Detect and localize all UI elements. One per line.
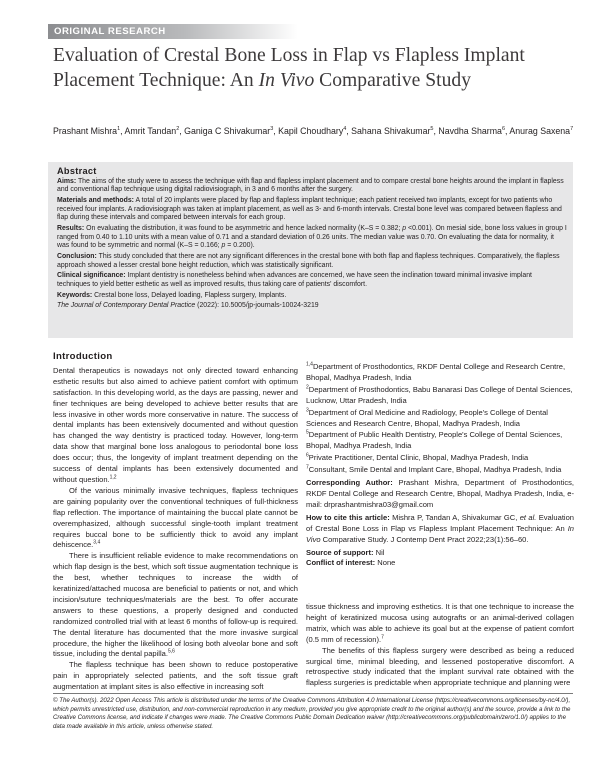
abstract-keywords: Keywords: Crestal bone loss, Delayed loading, Flapless surgery, Implants.	[57, 291, 287, 299]
article-title	[53, 43, 573, 93]
author: Sahana Shivakumar$^5$	[351, 126, 434, 136]
conflict-of-interest: Conflict of interest: None	[306, 558, 396, 568]
author: Amrit Tandan$^2$	[124, 126, 180, 136]
corresponding-author: Corresponding Author: Prashant Mishra, Department of Prosthodontics, RKDF Dental College and Research Centre, Bhopal, Madhya Pradesh, India, e-mail: drprashantmishra03@gmail.com	[306, 478, 574, 509]
affiliation: $^7$Consultant, Smile Dental and Implant Care, Bhopal, Madhya Pradesh, India	[306, 464, 562, 475]
intro-paragraph: The flapless technique has been shown to reduce postoperative pain in appropriately selected patients, and the soft tissue graft augmentation at implant sites is also effective in increasing soft	[53, 660, 298, 692]
abstract-box	[48, 162, 573, 338]
abstract-conclusion: Conclusion: This study concluded that there are not any significant differences in the crestal bone with both flap and flapless techniques. Comparatively, the flapless approach showed a lesser crestal bone height reduction, which was statistically significant.	[57, 252, 560, 269]
body-paragraph: tissue thickness and improving esthetics. It is that one technique to increase the height of keratinized mucosa using autografts or an animal-derived collagen matrix, which was able to achieve its goal but at the expense of patient comfort (0.5 mm of recession).$^7$	[306, 602, 574, 644]
title-part1: Evaluation of Crestal Bone Loss in Flap vs Flapless Implant Placement Technique: An	[53, 45, 525, 91]
introduction-heading: Introduction	[53, 351, 113, 362]
author: Kapil Choudhary$^4$	[278, 126, 347, 136]
author-list: Prashant Mishra$^1$, Amrit Tandan$^2$, Ganiga C Shivakumar$^3$, Kapil Choudhary$^4$, Sahana Shivakumar$^5$, Navdha Sharma$^6$, Anurag Saxena$^7$	[53, 126, 574, 136]
affiliations-column	[306, 362, 574, 569]
abstract-results: Results: On evaluating the distribution, it was found to be asymmetric and hence lacked normality (K–S = 0.382; p <0.001). On mesial side, bone loss values in group I ranged from 0.40 to 1.10 units with a mean value of 0.71 and a standard deviation of 0.26 units. The median value was 0.70. On evaluating the data for normality, it was found to be symmetric and normal (K–S = 0.166; p = 0.200).	[57, 224, 567, 250]
affiliation: $^2$Department of Prosthodontics, Babu Banarasi Das College of Dental Sciences, Lucknow, Uttar Pradesh, India	[306, 384, 573, 405]
section-label: ORIGINAL RESEARCH	[54, 26, 166, 37]
body-paragraph: The benefits of this flapless surgery were described as being a reduced surgical time, minimal bleeding, and lessened postoperative discomfort. A retrospective study indicated that the implant survival rate obtained with the flapless surgeries is predictable when appropriate technique and planning were	[306, 645, 574, 688]
intro-paragraph: There is insufficient reliable evidence to make recommendations on which flap design is the best, which soft tissue augmentation technique is the best, whether techniques to increase the width of keratinized/attached mucosa are beneficial to patients or not, and which incision/suture techniques/materials are the best. To offer accurate answers to these questions, a properly designed and conducted randomized controlled trial with at least 6 months of follow-up is required. The dental literature has documented that the more invasive surgical procedure, the higher the likelihood of losing both alveolar bone and soft tissue, including the dental papilla.$^{5,6}$	[53, 551, 298, 659]
affiliation: $^3$Department of Oral Medicine and Radiology, People's College of Dental Sciences and Research Centre, Bhopal, Madhya Pradesh, India	[306, 407, 548, 428]
affiliation: $^6$Private Practitioner, Dental Clinic, Bhopal, Madhya Pradesh, India	[306, 452, 529, 463]
intro-paragraph: Of the various minimally invasive techniques, flapless techniques are gaining popularity over the conventional techniques of full-thickness flap reflection. The importance of maintaining the buccal plate cannot be overemphasized, although successful single-tooth implant treatment requires buccal bone to be sufficiently thick to avoid any implant dehiscence.$^{3,4}$	[53, 485, 298, 550]
section-banner	[48, 24, 298, 39]
source-of-support: Source of support: Nil	[306, 547, 385, 557]
author: Anurag Saxena$^7$	[509, 126, 574, 136]
abstract-citation: The Journal of Contemporary Dental Practice (2022): 10.5005/jp-journals-10024-3219	[57, 302, 319, 310]
footer-divider	[53, 693, 573, 694]
abstract-aims: Aims: The aims of the study were to assess the technique with flap and flapless implant placement and to compare crestal bone heights around the implant in flapless and conventional flap technique using digital radiovisiograph, in 3 and 6 months after the surgery.	[57, 177, 564, 194]
author: Prashant Mishra$^1$	[53, 126, 121, 136]
title-part2: Comparative Study	[314, 70, 471, 91]
title-italic: In Vivo	[258, 70, 315, 91]
affiliation: $^{1,4}$Department of Prosthodontics, RKDF Dental College and Research Centre, Bhopal, Madhya Pradesh, India	[306, 361, 566, 382]
intro-paragraph: Dental therapeutics is nowadays not only directed toward enhancing esthetic results but also aimed to achieve patient comfort with optimum satisfaction. In this developing world, as the days are passing, newer and finer techniques are being developed to achieve better results that are less invasive in other words more conservative in nature. The success of dental implants has been extensively documented and without question has changed the way dentistry is practiced today. However, long-term data show that marginal bone loss analogous to periodontal bone loss does occur; thus, the longevity of implant treatment depending on the success of dental implants has been extensively documented and without question.$^{1,2}$	[53, 365, 298, 484]
right-body-column	[306, 602, 574, 689]
author: Navdha Sharma$^6$	[438, 126, 505, 136]
abstract-clinical-significance: Clinical significance: Implant dentistry is nonetheless behind when advances are concerned, we have seen the inclination toward minimal invasive implant techniques to yield better esthetic as well as improved results, thus taking care of patients' discomfort.	[57, 272, 532, 288]
license-footer: © The Author(s). 2022 Open Access This article is distributed under the terms of the Creative Commons Attribution 4.0 International License (https://creativecommons.org/licenses/by-nc/4.0/), which permits unrestricted use, distribution, and non-commercial reproduction in any medium, provided you give appropriate credit to the original author(s) and the source, provide a link to the Creative Commons license, and indicate if changes were made. The Creative Commons Public Domain Dedication waiver (http://creativecommons.org/publicdomain/zero/1.0/) applies to the data made available in this article, unless otherwise stated.	[53, 697, 571, 730]
how-to-cite: How to cite this article: Mishra P, Tandan A, Shivakumar GC, et al. Evaluation of Crestal Bone Loss in Flap vs Flapless Implant Placement Technique: An In Vivo Comparative Study. J Contemp Dent Pract 2022;23(1):56–60.	[306, 512, 574, 544]
affiliation: $^5$Department of Public Health Dentistry, People's College of Dental Sciences, Bhopal, Madhya Pradesh, India	[306, 429, 563, 451]
abstract-methods: Materials and methods: A total of 20 implants were placed by flap and flapless implant technique; each patient received two implants, except for two patients who received four implants. A radiovisiograph was taken at implant placement, as well as 3- and 6-month intervals. Crestal bone level was compared between flapless and flap during these intervals and compared between intervals for each group.	[57, 196, 562, 222]
introduction-column	[53, 352, 298, 693]
author: Ganiga C Shivakumar$^3$	[184, 126, 274, 136]
abstract-heading: Abstract	[57, 166, 97, 176]
